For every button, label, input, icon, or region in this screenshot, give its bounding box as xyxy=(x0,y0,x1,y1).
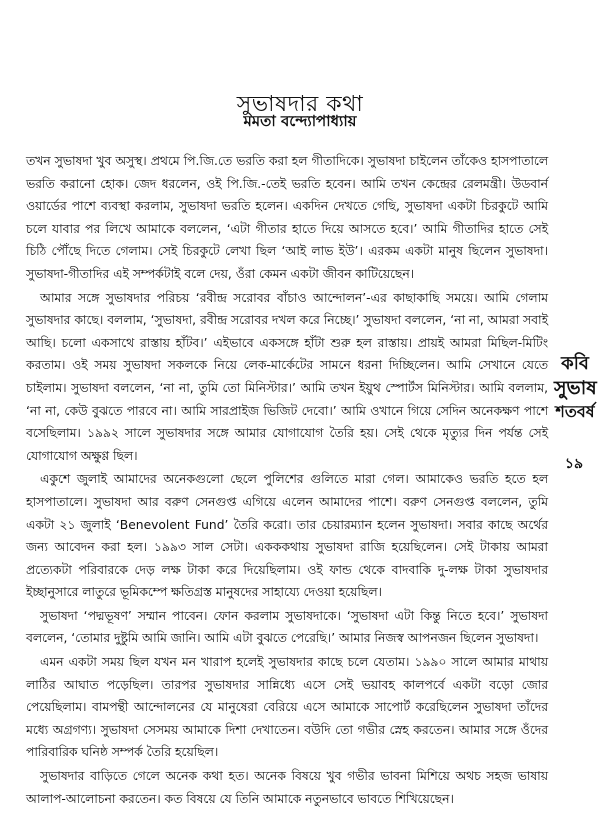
paragraph: সুভাষদার বাড়িতে গেলে অনেক কথা হত। অনেক বিষয়ে খুব গভীর ভাবনা মিশিয়ে অথচ সহজ ভাষায় আলাপ-আলোচনা করতেন। কত বিষয়ে যে তিনি আমাকে নতুনভাবে ভাবতে শিখিয়েছেন। xyxy=(26,769,548,806)
logo-line-kobi: কবি xyxy=(561,353,589,374)
kobi-subhash-shatabarsha-logo xyxy=(554,352,596,432)
paragraph: আমার সঙ্গে সুভাষদার পরিচয় ‘রবীন্দ্র সরোবর বাঁচাও আন্দোলন’-এর কাছাকাছি সময়ে। আমি গেলাম সুভাষদার কাছে। বললাম, ‘সুভাষদা, রবীন্দ্র সরোবর দখল করে নিচ্ছে।’ সুভাষদা বললেন, ‘না না, আমরা সবাই আছি। চলো একসাথে রাস্তায় হাঁটব।’ এইভাবে একসঙ্গে হাঁটা শুরু হল রাস্তায়। প্রায়ই আমরা মিছিল-মিটিং করতাম। ওই সময় সুভাষদা সকলকে নিয়ে লেক-মার্কেটের সামনে ধরনা দিচ্ছিলেন। আমি সেখানে যেতে চাইলাম। সুভাষদা বললেন, ‘না না, তুমি তো মিনিস্টার।’ আমি তখন ইয়ুথ স্পোর্টস মিনিস্টার। আমি বললাম, ‘না না, কেউ বুঝতে পারবে না। আমি সারপ্রাইজ ভিজিট দেবো।’ আমি ওখানে গিয়ে সেদিন অনেকক্ষণ পাশে বসেছিলাম। ১৯৯২ সালে সুভাষদার সঙ্গে আমার যোগাযোগ তৈরি হয়। সেই থেকে মৃত্যুর দিন পর্যন্ত সেই যোগাযোগ অক্ষুণ্ণ ছিল। xyxy=(26,290,548,463)
paragraph: এমন একটা সময় ছিল যখন মন খারাপ হলেই সুভাষদার কাছে চলে যেতাম। ১৯৯০ সালে আমার মাথায় লাঠির আঘাত পড়েছিল। তারপর সুভাষদার সান্নিধ্যে এসে সেই ভয়াবহ কালপর্বে একটা বড়ো জোর পেয়েছিলাম। বামপন্থী আন্দোলনের যে মানুষেরা বেরিয়ে এসে আমাকে সাপোর্ট করেছিলেন সুভাষদা তাঁদের মধ্যে অগ্রগণ্য। সুভাষদা সেসময় আমাকে দিশা দেখাতেন। বউদি তো গভীর স্নেহ করতেন। আমার সঙ্গে ওঁদের পারিবারিক ঘনিষ্ঠ সম্পর্ক তৈরি হয়েছিল। xyxy=(26,655,548,760)
page-number: ১৯ xyxy=(564,456,584,472)
logo-line-shatabarsha: শতবর্ষ xyxy=(555,402,595,421)
logo-line-subhash: সুভাষ xyxy=(554,377,597,399)
paragraph: সুভাষদা ‘পদ্মভূষণ’ সম্মান পাবেন। ফোন করলাম সুভাষদাকে। ‘সুভাষদা এটা কিন্তু নিতে হবে।’ সুভাষদা বললেন, ‘তোমার দুষ্টুমি আমি জানি। আমি এটা বুঝতে পেরেছি।’ আমার নিজস্ব আপনজন ছিলেন সুভাষদা। xyxy=(26,608,548,646)
article-title: সুভাষদার কথা xyxy=(236,91,364,117)
article-author: মমতা বন্দ্যোপাধ্যায় xyxy=(243,112,357,130)
paragraph: একুশে জুলাই আমাদের অনেকগুলো ছেলে পুলিশের গুলিতে মারা গেল। আমাকেও ভরতি হতে হল হাসপাতালে। সুভাষদা আর বরুণ সেনগুপ্ত এগিয়ে এলেন আমাদের পাশে। বরুণ সেনগুপ্ত বললেন, তুমি একটা ২১ জুলাই ‘Benevolent Fund’ তৈরি করো। তার চেয়ারম্যান হলেন সুভাষদা। সবার কাছে অর্থের জন্য আবেদন করা হল। ১৯৯৩ সাল সেটা। একককথায় সুভাষদা রাজি হয়েছিলেন। সেই টাকায় আমরা প্রত্যেকটা পরিবারকে দেড় লক্ষ টাকা করে দিয়েছিলাম। ওই ফান্ড থেকে বাদবাকি দু-লক্ষ টাকা সুভাষদার ইচ্ছানুসারে লাতুরে ভূমিকম্পে ক্ষতিগ্রস্ত মানুষদের সাহায্যে দেওয়া হয়েছিল। xyxy=(26,472,548,600)
paragraph: তখন সুভাষদা খুব অসুস্থ। প্রথমে পি.জি.তে ভরতি করা হল গীতাদিকে। সুভাষদা চাইলেন তাঁকেও হাসপাতালে ভরতি করানো হোক। জেদ ধরলেন, ওই পি.জি.-তেই ভরতি হবেন। আমি তখন কেন্দ্রের রেলমন্ত্রী। উডবার্ন ওয়ার্ডের পাশে ব্যবস্থা করলাম, সুভাষদা ভরতি হলেন। একদিন দেখতে গেছি, সুভাষদা একটা চিরকুটে আমি চলে যাবার পর লিখে আমাকে বললেন, ‘এটা গীতার হাতে দিয়ে আসতে হবে।’ আমি গীতাদির হাতে সেই চিঠি পৌঁছে দিতে গেলাম। সেই চিরকুটে লেখা ছিল ‘আই লাভ ইউ’। এরকম একটা মানুষ ছিলেন সুভাষদা। সুভাষদা-গীতাদির এই সম্পর্কটাই বলে দেয়, ওঁরা কেমন একটা জীবন কাটিয়েছেন। xyxy=(26,154,548,281)
article-body xyxy=(26,150,548,811)
